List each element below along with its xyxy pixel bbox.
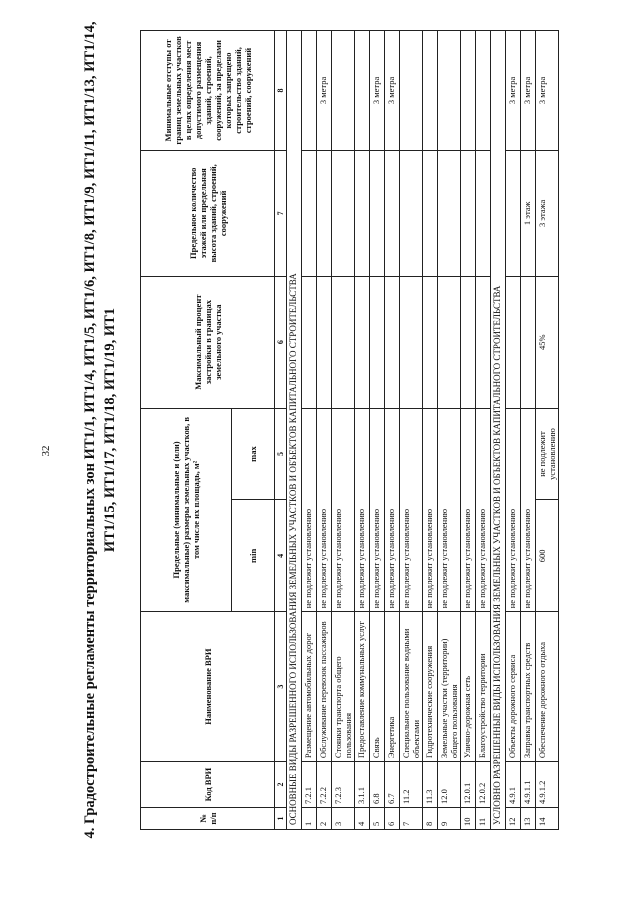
table-row: [536, 31, 559, 830]
cell-name: Гидротехнические сооружения: [423, 612, 438, 762]
cell-code: 4.9.1.1: [521, 762, 536, 808]
cell-code: 6.7: [385, 762, 400, 808]
cell-setback: [438, 31, 461, 151]
cell-max: не подлежит установлению: [536, 408, 559, 500]
cell-size: не подлежит установлению: [506, 408, 521, 612]
cell-size: не подлежит установлению: [302, 408, 317, 612]
page-number: 32: [40, 445, 52, 457]
cell-pct: [400, 276, 423, 408]
cell-pct: [423, 276, 438, 408]
cell-setback: [332, 31, 355, 151]
cell-name: Стоянки транспорта общего пользования: [332, 612, 355, 762]
cell-size: не подлежит установлению: [355, 408, 370, 612]
header-num: № п/п: [141, 808, 275, 830]
rotated-page-content: [70, 15, 630, 845]
cell-setback: 3 метра: [370, 31, 385, 151]
header-min: min: [232, 500, 275, 612]
table-row: [438, 31, 461, 830]
cell-setback: [355, 31, 370, 151]
cell-code: 11.2: [400, 762, 423, 808]
section-title: ОСНОВНЫЕ ВИДЫ РАЗРЕШЕННОГО ИСПОЛЬЗОВАНИЯ ЗЕМЕЛЬНЫХ УЧАСТКОВ И ОБЪЕКТОВ КАПИТАЛЬНОГО СТРОИТЕЛЬСТВА: [287, 31, 302, 830]
col-number: 1: [275, 808, 287, 830]
cell-pct: [476, 276, 491, 408]
col-number: 7: [275, 150, 287, 276]
cell-floors: [317, 150, 332, 276]
cell-size: не подлежит установлению: [370, 408, 385, 612]
cell-code: 7.2.3: [332, 762, 355, 808]
cell-pct: 45%: [536, 276, 559, 408]
cell-name: Связь: [370, 612, 385, 762]
cell-floors: [400, 150, 423, 276]
header-floors: Предельное количество этажей или предельная высота зданий, строений, сооружений: [141, 150, 275, 276]
cell-num: 13: [521, 808, 536, 830]
cell-name: Земельные участки (территории) общего пользования: [438, 612, 461, 762]
table-row: [400, 31, 423, 830]
header-name: Наименование ВРИ: [141, 612, 275, 762]
section-row: [287, 31, 302, 830]
header-max: max: [232, 408, 275, 500]
cell-code: 12.0: [438, 762, 461, 808]
cell-name: Обслуживание перевозок пассажиров: [317, 612, 332, 762]
cell-floors: 1 этаж: [521, 150, 536, 276]
cell-name: Обеспечение дорожного отдыха: [536, 612, 559, 762]
cell-pct: [438, 276, 461, 408]
cell-setback: 3 метра: [521, 31, 536, 151]
cell-pct: [521, 276, 536, 408]
cell-pct: [385, 276, 400, 408]
section-title: УСЛОВНО РАЗРЕШЕННЫЕ ВИДЫ ИСПОЛЬЗОВАНИЯ ЗЕМЕЛЬНЫХ УЧАСТКОВ И ОБЪЕКТОВ КАПИТАЛЬНОГО СТРОИТЕЛЬСТВА: [491, 31, 506, 830]
cell-floors: [506, 150, 521, 276]
cell-code: 4.9.1: [506, 762, 521, 808]
cell-name: Объекты дорожного сервиса: [506, 612, 521, 762]
col-number: 4: [275, 500, 287, 612]
cell-name: Улично-дорожная сеть: [461, 612, 476, 762]
cell-size: не подлежит установлению: [385, 408, 400, 612]
table-row: [317, 31, 332, 830]
cell-size: не подлежит установлению: [400, 408, 423, 612]
cell-num: 2: [317, 808, 332, 830]
cell-pct: [302, 276, 317, 408]
cell-size: не подлежит установлению: [332, 408, 355, 612]
cell-num: 4: [355, 808, 370, 830]
table-row: [385, 31, 400, 830]
cell-code: 12.0.2: [476, 762, 491, 808]
cell-name: Размещение автомобильных дорог: [302, 612, 317, 762]
cell-num: 10: [461, 808, 476, 830]
cell-floors: [461, 150, 476, 276]
cell-num: 11: [476, 808, 491, 830]
cell-setback: [400, 31, 423, 151]
cell-size: не подлежит установлению: [317, 408, 332, 612]
cell-num: 3: [332, 808, 355, 830]
cell-setback: 3 метра: [317, 31, 332, 151]
cell-floors: [332, 150, 355, 276]
cell-min: 600: [536, 500, 559, 612]
cell-code: 11.3: [423, 762, 438, 808]
cell-name: Предоставление коммунальных услуг: [355, 612, 370, 762]
col-number: 8: [275, 31, 287, 151]
cell-code: 7.2.1: [302, 762, 317, 808]
table-row: [521, 31, 536, 830]
cell-code: 4.9.1.2: [536, 762, 559, 808]
cell-name: Заправка транспортных средств: [521, 612, 536, 762]
cell-size: не подлежит установлению: [476, 408, 491, 612]
cell-code: 6.8: [370, 762, 385, 808]
cell-name: Специальное пользование водными объектами: [400, 612, 423, 762]
cell-size: не подлежит установлению: [438, 408, 461, 612]
section-row: [491, 31, 506, 830]
cell-num: 9: [438, 808, 461, 830]
cell-name: Энергетика: [385, 612, 400, 762]
cell-setback: [302, 31, 317, 151]
cell-floors: 3 этажа: [536, 150, 559, 276]
cell-num: 8: [423, 808, 438, 830]
cell-setback: 3 метра: [385, 31, 400, 151]
header-code: Код ВРИ: [141, 762, 275, 808]
cell-setback: [461, 31, 476, 151]
header-pct: Максимальный процент застройки в границах земельного участка: [141, 276, 275, 408]
cell-num: 6: [385, 808, 400, 830]
cell-pct: [317, 276, 332, 408]
cell-code: 7.2.2: [317, 762, 332, 808]
cell-size: не подлежит установлению: [461, 408, 476, 612]
cell-setback: [476, 31, 491, 151]
cell-floors: [476, 150, 491, 276]
table-row: [476, 31, 491, 830]
table-body: [287, 31, 559, 830]
cell-code: 12.0.1: [461, 762, 476, 808]
cell-size: не подлежит установлению: [423, 408, 438, 612]
cell-floors: [355, 150, 370, 276]
table-row: [332, 31, 355, 830]
cell-floors: [438, 150, 461, 276]
cell-pct: [332, 276, 355, 408]
cell-floors: [423, 150, 438, 276]
cell-pct: [355, 276, 370, 408]
cell-setback: 3 метра: [506, 31, 521, 151]
cell-code: 3.1.1: [355, 762, 370, 808]
col-number: 5: [275, 408, 287, 500]
cell-num: 1: [302, 808, 317, 830]
cell-size: не подлежит установлению: [521, 408, 536, 612]
table-row: [506, 31, 521, 830]
cell-pct: [506, 276, 521, 408]
cell-setback: [423, 31, 438, 151]
cell-floors: [302, 150, 317, 276]
cell-pct: [370, 276, 385, 408]
header-limits: Предельные (минимальные и (или) максимальные) размеры земельных участков, в том числе их площадь, м²: [141, 408, 232, 612]
cell-num: 12: [506, 808, 521, 830]
cell-pct: [461, 276, 476, 408]
cell-num: 7: [400, 808, 423, 830]
table-row: [370, 31, 385, 830]
regulations-table: [140, 30, 559, 830]
table-row: [461, 31, 476, 830]
table-row: [423, 31, 438, 830]
cell-name: Благоустройство территории: [476, 612, 491, 762]
table-row: [302, 31, 317, 830]
cell-floors: [370, 150, 385, 276]
table-row: [355, 31, 370, 830]
cell-floors: [385, 150, 400, 276]
col-number: 6: [275, 276, 287, 408]
cell-num: 5: [370, 808, 385, 830]
header-setback: Минимальные отступы от границ земельных участков в целях определения мест допустимого размещения зданий, строений, сооружений, за пределами которых запрещено строительство зданий, строений, сооружений: [141, 31, 275, 151]
col-number: 2: [275, 762, 287, 808]
cell-num: 14: [536, 808, 559, 830]
col-number: 3: [275, 612, 287, 762]
page-title: 4. Градостроительные регламенты территориальных зон ИТ1/1, ИТ1/4, ИТ1/5, ИТ1/6, ИТ1/8, ИТ1/9, ИТ1/11, ИТ1/13, ИТ1/14, ИТ1/15, ИТ1/17, ИТ1/18, ИТ1/19, ИТ1: [82, 21, 118, 839]
cell-setback: 3 метра: [536, 31, 559, 151]
